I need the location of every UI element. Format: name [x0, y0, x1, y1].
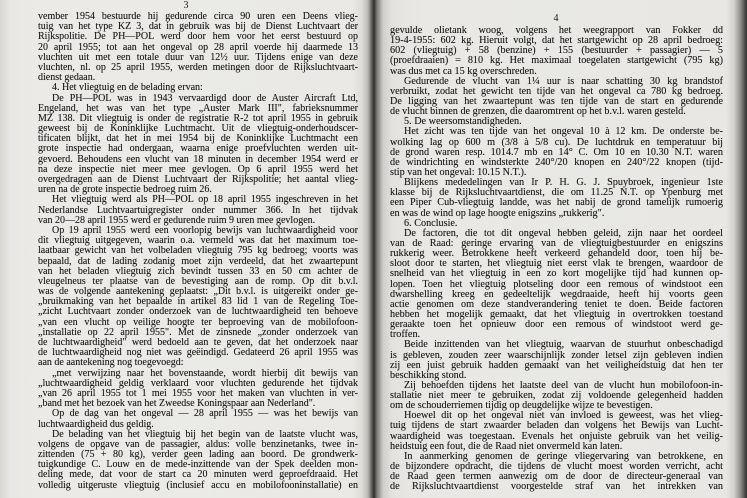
text-line: een Piper Cub-vliegtuig landde, was het nabij de grond tamelijk rumoerig	[390, 197, 723, 209]
text-line: tificaten blijkt, dat het in mei 1954 bij de Koninklijke Luchtmacht een	[38, 133, 358, 145]
paragraph	[390, 26, 723, 77]
text-line: om de schouderriemen tijdig op deugdelijke wijze te bevestigen.	[390, 400, 653, 412]
text-line: vleugelneus ter plaatse van de bevestiging aan de romp. Op dit b.v.l.	[38, 275, 358, 287]
text-line: beschikking stond.	[390, 369, 467, 381]
text-line: overgedragen aan de Dienst Luchtvaart der Rijkspolitie; het aantal vlieg-	[38, 174, 358, 185]
paragraph	[390, 381, 723, 411]
text-line: verbruikt, zodat het gewicht ten tijde van het ongeval ca 780 kg bedroeg.	[390, 85, 723, 97]
page-number: 3	[183, 0, 189, 11]
text-line: de windrichting en windsterkte 240°/20 knopen en 240°/22 knopen (tijd-	[390, 156, 723, 168]
text-line: Blijkens mededelingen van Ir P. H. G. J. Spuybroek, ingenieur 1ste	[404, 177, 723, 189]
text-line: dwarshelling kreeg en gedeeltelijk wegdraaide, heeft hij voorts geen	[390, 288, 723, 300]
paragraph	[38, 369, 358, 410]
text-line: vluchten uit met een totale duur van 12½ uur. Tijdens enige van deze	[38, 51, 358, 63]
text-line: 6. Conclusie.	[404, 217, 458, 229]
text-line: was de volgende aantekening geplaatst: „Dit b.v.l. is uitgereikt onder ge-	[38, 286, 358, 298]
paragraph	[38, 226, 358, 369]
text-line: dit vliegtuig uitgegeven, waarin o.a. vermeld was dat het maximum toe-	[38, 235, 358, 247]
text-line: volledig uitgeruste vliegtuig (inclusief accu en mobilofooninstallatie) en	[38, 479, 358, 491]
text-line: „bruikmaking van het bepaalde in artikel 83 lid 1 van de Regeling Toe-	[38, 296, 358, 308]
text-line: troffen.	[390, 329, 421, 341]
text-line: volgens de opgave van de passagier, aldus: volle benzinetanks, twee in-	[38, 438, 358, 450]
text-line: gevoerd. Behoudens een vlucht van 18 minuten in december 1954 werd er	[38, 153, 358, 165]
text-line: 20 april 1955; tot aan het ongeval op 28 april voerde hij daarmede 13	[38, 41, 358, 53]
text-line: snelheid van het vliegtuig in een zo kort mogelijke tijd had kunnen op-	[390, 268, 723, 280]
text-line: In aanmerking genomen de geringe vliegervaring van betrokkene, en	[404, 450, 723, 462]
text-line: na deze inspectie niet meer mee gevlogen. Op 6 april 1955 werd het	[38, 163, 358, 175]
text-line: de grond waren resp. 1014.7 mb en 14° C. Om 10 en 10.30 N.T. waren	[390, 146, 723, 158]
text-line: zittenden (75 + 80 kg), verder geen lading aan boord. De grondwerk-	[38, 449, 358, 461]
paragraph	[390, 178, 723, 219]
paragraph	[390, 340, 723, 381]
text-line: geweest bij de Koninklijke Luchtmacht. Uit de vliegtuig-onderhoudscer-	[38, 123, 358, 135]
text-line: actie genomen om deze standverandering teniet te doen. Beide factoren	[390, 298, 723, 310]
text-line: „van een vlucht op veilige hoogte ter beproeving van de mobilofoon-	[38, 316, 358, 328]
paragraph	[38, 94, 358, 196]
text-line: MZ 138. Dit vliegtuig is onder de registratie R-2 tot april 1955 in gebruik	[38, 112, 358, 124]
text-line: van 20—28 april 1955 werd er gedurende ruim 9 uren mee gevlogen.	[38, 214, 316, 226]
text-line: van het beladen vliegtuig zich bevindt tussen 33 en 50 cm achter de	[38, 265, 358, 277]
page-number: 4	[553, 13, 559, 24]
text-line: waardigheid was toegestaan. Evenals het onjuiste gebruik van het veilig-	[390, 430, 723, 442]
text-line: wolking lag op 600 m (3/8 à 5/8 cu). De luchtdruk en temperatuur bij	[390, 136, 723, 148]
text-column	[390, 26, 723, 492]
text-line: „zicht Luchtvaart zonder onderzoek van de luchtwaardigheid ten behoeve	[38, 306, 358, 318]
text-line: was dus met ca 15 kg overschreden.	[390, 65, 537, 77]
text-line: de Rijksluchtvaartdienst voorgestelde straf van het intrekken van	[390, 481, 723, 493]
text-line: De PH—POL was in 1943 vervaardigd door de Auster Aircraft Ltd,	[52, 92, 358, 104]
text-line: klasse bij de Rijksluchtvaartdienst, die om 11.25 N.T. op Ypenburg met	[390, 187, 723, 199]
text-line: uren na de grote inspectie bedroeg ruim 26.	[38, 184, 212, 196]
text-line: tuig tijdens de start zwaarder beladen dan volgens het Bewijs van Lucht-	[390, 420, 723, 432]
paragraph	[38, 12, 358, 83]
text-line: geraakte toen het opnieuw door een remous of windstoot werd ge-	[390, 319, 723, 331]
text-line: dienst gedaan.	[38, 72, 96, 84]
text-line: Zij behoefden tijdens het laatste deel van de vlucht hun mobilofoon-in-	[404, 379, 723, 391]
paragraph	[390, 452, 723, 493]
text-line: „van 26 april 1955 tot 1 mei 1955 voor het maken van vluchten in ver-	[38, 387, 358, 399]
text-line: De belading van het vliegtuig bij het begin van de laatste vlucht was,	[52, 428, 358, 440]
text-line: Hoewel dit op het ongeval niet van invloed is geweest, was het vlieg-	[404, 410, 723, 422]
paragraph	[38, 195, 358, 226]
text-column	[38, 12, 358, 491]
text-line: aan de aantekening nog toegevoegd:	[38, 357, 184, 369]
text-line: lopen. Toen het vliegtuig plotseling door een remous of windstoot een	[390, 278, 723, 290]
text-line: Engeland, het was van het type „Auster Mark III", fabrieksnummer	[38, 102, 358, 114]
text-line: bepaald, dat de lading zodanig moet zijn verdeeld, dat het zwaartepunt	[38, 255, 358, 267]
text-line: Rijkspolitie. De PH—POL werd door hem voor het eerst bestuurd op	[38, 31, 358, 43]
paragraph	[38, 430, 358, 491]
text-line: vluchten, nl. op 25 april 1955, werden metingen door de Rijksluchtvaart-	[38, 61, 358, 73]
text-line: „met verwijzing naar het bovenstaande, wordt hierbij dit bewijs van	[52, 367, 358, 379]
text-line: Op de dag van het ongeval — 28 april 1955 — was het bewijs van	[52, 408, 358, 420]
text-line: 602 (vliegtuig) + 58 (benzine) + 155 (bestuurder + passagier) — 5	[390, 45, 723, 57]
paragraph	[38, 409, 358, 429]
text-line: de luchtwaardigheid nog niet was geëindigd. Gedateerd 26 april 1955 was	[38, 347, 358, 359]
text-line: Op 19 april 1955 werd een voorlopig bewijs van luchtwaardigheid voor	[52, 224, 358, 236]
text-line: de vlucht binnen de grenzen, die daaromtrent op het b.v.l. waren gesteld.	[390, 106, 686, 118]
text-line: heidstuig een fout, die de Raad niet onvermeld kan laten.	[390, 440, 623, 452]
text-line: Het zicht was ten tijde van het ongeval 10 à 12 km. De onderste be-	[404, 126, 723, 138]
text-line: 19-4-1955: 602 kg. Hieruit volgt, dat het startgewicht op 28 april bedroeg:	[390, 35, 723, 47]
paragraph	[390, 127, 723, 178]
text-line: (proefdraaien) = 810 kg. Het maximaal toegelaten startgewicht (795 kg)	[390, 55, 723, 67]
text-line: Het vliegtuig werd als PH—POL op 18 april 1955 ingeschreven in het	[52, 194, 358, 206]
text-line: van de Raad: geringe ervaring van de vliegtuigbestuurder en enigszins	[390, 237, 723, 249]
text-line: sloot door te starten, het vliegtuig niet eerst vlak te brengen, waardoor de	[390, 258, 723, 270]
text-line: zij een juist gebruik hadden gemaakt van het veiligheidstuig dat hen ter	[390, 359, 723, 371]
text-line: „installatie op 22 april 1955". Met de zinsnede „zonder onderzoek van	[38, 326, 358, 338]
page-left	[0, 0, 370, 498]
text-line: gevulde olietank woog, volgens het weegrapport van Fokker dd	[390, 25, 723, 36]
text-line: Nederlandse Luchtvaartuigregister onder nummer 366. In het tijdvak	[38, 204, 358, 216]
text-line: stip van het ongeval: 10.15 N.T.).	[390, 166, 527, 178]
paragraph	[390, 229, 723, 341]
text-line: „luchtwaardigheid geldig verklaard voor vluchten gedurende het tijdvak	[38, 377, 358, 389]
text-line: tuigkundige C. Louw en de mede-inzittende van der Spek deelden mon-	[38, 459, 358, 471]
text-line: deling mede, dat voor de start ca 20 minuten werd geproefdraaid. Het	[38, 469, 358, 481]
text-line: Gedurende de vlucht van 1¼ uur is naar schatting 30 kg brandstof	[404, 75, 723, 87]
text-line: tuig van het type KZ 3, dat in gebruik was bij de Dienst Luchtvaart der	[38, 21, 358, 33]
text-line: 4. Het vliegtuig en de belading ervan:	[52, 82, 203, 94]
text-line: luchtwaardigheid dus geldig.	[38, 418, 154, 430]
paragraph	[390, 77, 723, 118]
text-line: en was de wind op lage hoogte enigszins „rukkerig".	[390, 207, 605, 219]
text-line: Beide inzittenden van het vliegtuig, waarvan de stuurhut onbeschadigd	[404, 339, 723, 351]
text-line: stallatie niet meer te gebruiken, zodat zij voldoende gelegenheid hadden	[390, 390, 723, 402]
text-line: hebben het mogelijk gemaakt, dat het vliegtuig in overtrokken toestand	[390, 308, 723, 320]
text-line: De ligging van het zwaartepunt was ten tijde van de start en gedurende	[390, 95, 723, 107]
text-line: laatbaar gewicht van het volbeladen vliegtuig 795 kg bedroeg; voorts was	[38, 245, 358, 257]
text-line: De factoren, die tot dit ongeval hebben geleid, zijn naar het oordeel	[404, 227, 723, 239]
page-right	[376, 0, 740, 498]
text-line: rukkerig weer. Betrokkene heeft verkeerd gehandeld door, toen hij be-	[390, 248, 723, 260]
text-line: de bijzondere opdracht, die tijdens de vlucht moest worden verricht, acht	[390, 461, 723, 473]
text-line: grote inspectie had ondergaan, waarna enige proefvluchten werden uit-	[38, 143, 358, 155]
paragraph	[38, 83, 358, 93]
text-line: de luchtwaardigheid" werd bedoeld aan te geven, dat het onderzoek naar	[38, 337, 358, 348]
text-line: „band met het bezoek van het Zweedse Koningspaar aan Nederland".	[38, 398, 316, 410]
text-line: is gebleven, zouden zeer waarschijnlijk zonder letsel zijn gebleven indien	[390, 349, 723, 361]
text-line: de Raad geen termen aanwezig om de door de directeur-generaal van	[390, 471, 723, 483]
text-line: 5. De weersomstandigheden.	[404, 116, 522, 128]
paragraph	[390, 411, 723, 452]
text-line: vember 1954 bestuurde hij gedurende circa 90 uren een Deens vlieg-	[38, 11, 358, 22]
